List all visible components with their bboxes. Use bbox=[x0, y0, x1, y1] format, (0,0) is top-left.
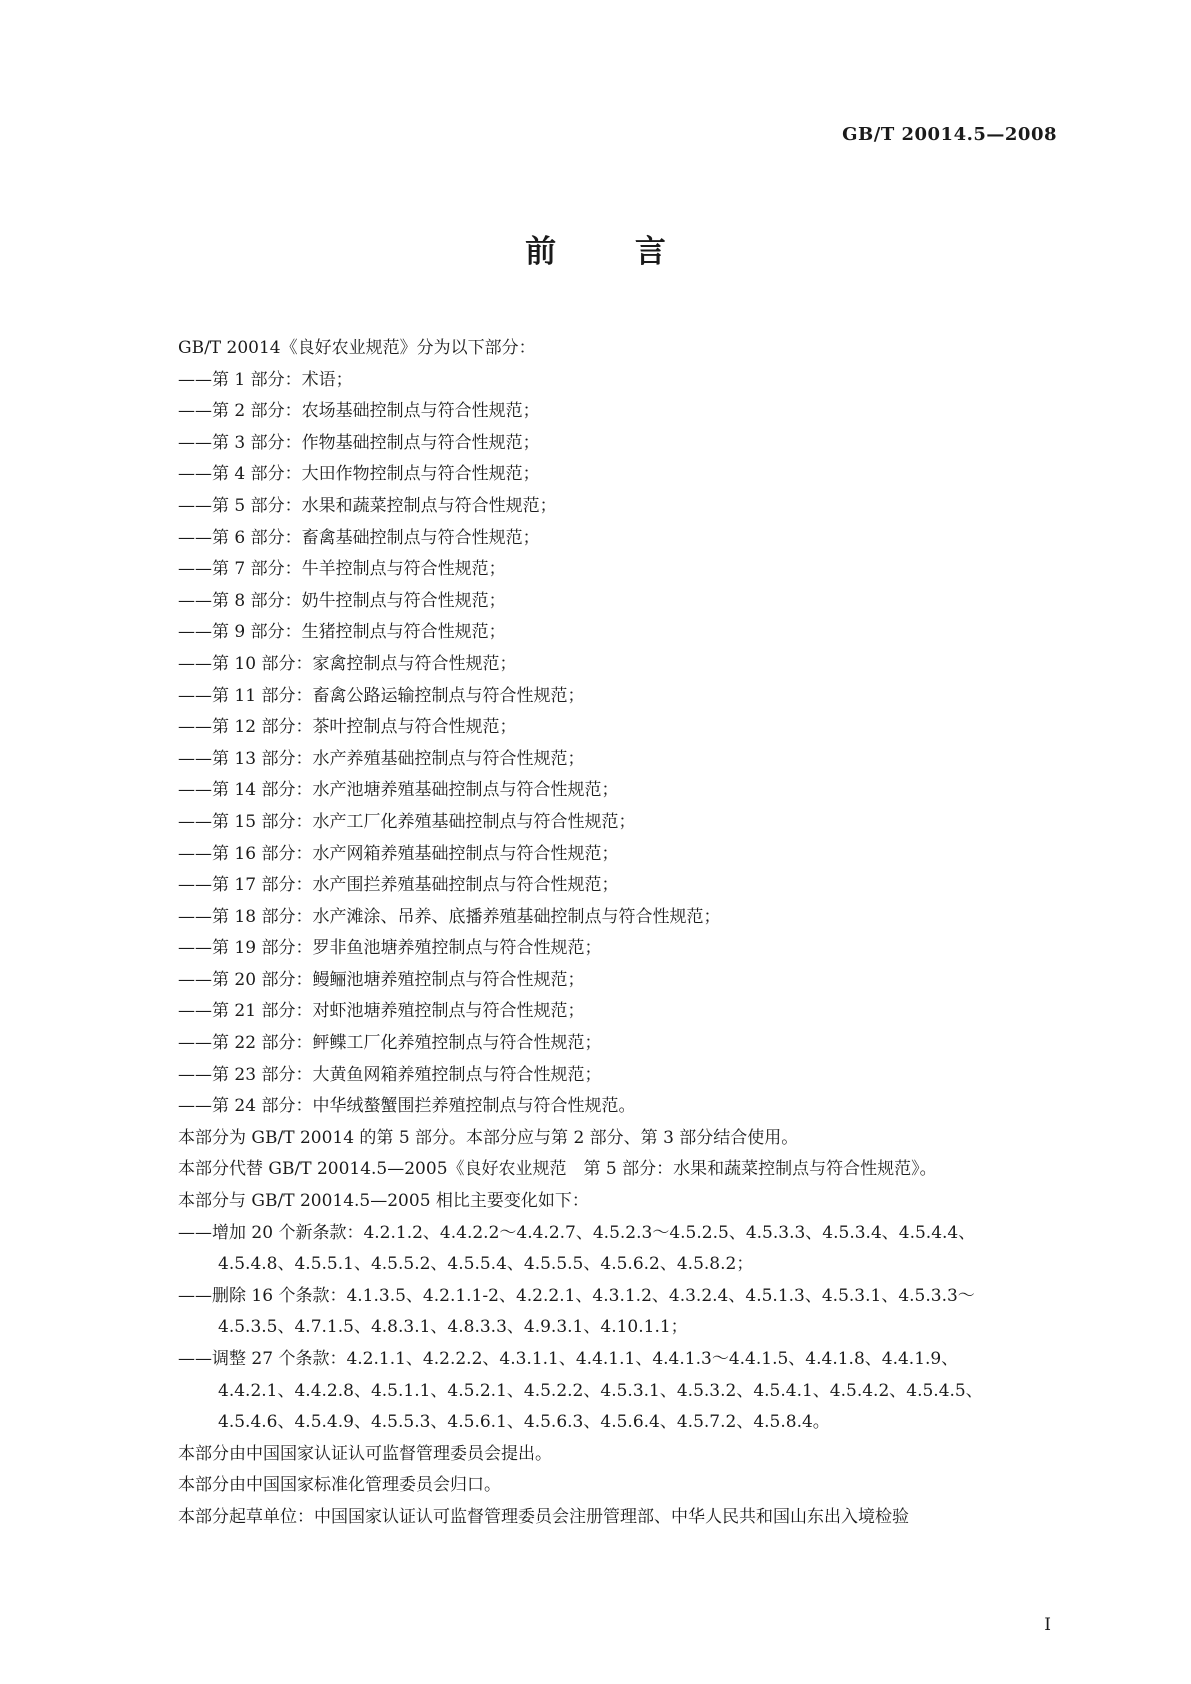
parts-list bbox=[178, 365, 1058, 1123]
part-list-item: ——第 3 部分：作物基础控制点与符合性规范； bbox=[178, 432, 540, 453]
change-adjusted: ——调整 27 个条款：4.2.1.1、4.2.2.2、4.3.1.1、4.4.1.1、4.4.1.3～4.4.1.5、4.4.1.8、4.4.1.9、 bbox=[178, 1349, 959, 1369]
part-list-item: ——第 7 部分：牛羊控制点与符合性规范； bbox=[178, 559, 506, 580]
document-number: GB/T 20014.5—2008 bbox=[842, 124, 1057, 145]
change-added: ——增加 20 个新条款：4.2.1.2、4.4.2.2～4.4.2.7、4.5.2.3～4.5.2.5、4.5.3.3、4.5.3.4、4.5.4.4、 bbox=[178, 1222, 976, 1243]
part-list-item: ——第 18 部分：水产滩涂、吊养、底播养殖基础控制点与符合性规范； bbox=[178, 906, 721, 927]
intro-paragraph: GB/T 20014《良好农业规范》分为以下部分： bbox=[178, 338, 536, 358]
part-list-item: ——第 5 部分：水果和蔬菜控制点与符合性规范； bbox=[178, 495, 557, 516]
change-added-cont: 4.5.4.8、4.5.5.1、4.5.5.2、4.5.5.4、4.5.5.5、4.5.6.2、4.5.8.2； bbox=[218, 1254, 754, 1275]
part-list-item: ——第 13 部分：水产养殖基础控制点与符合性规范； bbox=[178, 748, 585, 769]
change-adjusted-cont: 4.5.4.6、4.5.4.9、4.5.5.3、4.5.6.1、4.5.6.3、4.5.6.4、4.5.7.2、4.5.8.4。 bbox=[218, 1412, 830, 1433]
part-list-item: ——第 14 部分：水产池塘养殖基础控制点与符合性规范； bbox=[178, 780, 619, 801]
part-list-item: ——第 2 部分：农场基础控制点与符合性规范； bbox=[178, 401, 540, 422]
page-title: 前 言 bbox=[525, 234, 700, 270]
change-deleted-cont: 4.5.3.5、4.7.1.5、4.8.3.1、4.8.3.3、4.9.3.1、4.10.1.1； bbox=[218, 1317, 688, 1338]
foreword-body bbox=[178, 333, 1058, 1534]
paragraph-centralized: 本部分由中国国家标准化管理委员会归口。 bbox=[178, 1475, 501, 1496]
part-list-item: ——第 6 部分：畜禽基础控制点与符合性规范； bbox=[178, 527, 540, 548]
page-number: I bbox=[1044, 1615, 1051, 1635]
part-list-item: ——第 11 部分：畜禽公路运输控制点与符合性规范； bbox=[178, 685, 585, 706]
part-list-item: ——第 8 部分：奶牛控制点与符合性规范； bbox=[178, 590, 506, 611]
part-list-item: ——第 22 部分：鲆鲽工厂化养殖控制点与符合性规范； bbox=[178, 1033, 602, 1054]
part-list-item: ——第 12 部分：茶叶控制点与符合性规范； bbox=[178, 717, 517, 738]
part-list-item: ——第 20 部分：鳗鲡池塘养殖控制点与符合性规范； bbox=[178, 969, 585, 990]
part-list-item: ——第 15 部分：水产工厂化养殖基础控制点与符合性规范； bbox=[178, 811, 636, 832]
paragraph-changes: 本部分与 GB/T 20014.5—2005 相比主要变化如下： bbox=[178, 1191, 589, 1212]
part-list-item: ——第 16 部分：水产网箱养殖基础控制点与符合性规范； bbox=[178, 843, 619, 864]
part-list-item: ——第 23 部分：大黄鱼网箱养殖控制点与符合性规范； bbox=[178, 1064, 602, 1085]
part-list-item: ——第 1 部分：术语； bbox=[178, 369, 353, 390]
paragraph-drafter: 本部分起草单位：中国国家认证认可监督管理委员会注册管理部、中华人民共和国山东出入境检验 bbox=[178, 1506, 909, 1527]
change-deleted: ——删除 16 个条款：4.1.3.5、4.2.1.1-2、4.2.2.1、4.3.1.2、4.3.2.4、4.5.1.3、4.5.3.1、4.5.3.3～ bbox=[178, 1285, 975, 1306]
part-list-item: ——第 4 部分：大田作物控制点与符合性规范； bbox=[178, 464, 540, 485]
part-list-item: ——第 21 部分：对虾池塘养殖控制点与符合性规范； bbox=[178, 1001, 585, 1022]
change-adjusted-cont: 4.4.2.1、4.4.2.8、4.5.1.1、4.5.2.1、4.5.2.2、4.5.3.1、4.5.3.2、4.5.4.1、4.5.4.2、4.5.4.5、 bbox=[218, 1380, 983, 1401]
part-list-item: ——第 19 部分：罗非鱼池塘养殖控制点与符合性规范； bbox=[178, 938, 602, 959]
part-list-item: ——第 24 部分：中华绒螯蟹围拦养殖控制点与符合性规范。 bbox=[178, 1096, 636, 1117]
paragraph-replace: 本部分代替 GB/T 20014.5—2005《良好农业规范 第 5 部分：水果和蔬菜控制点与符合性规范》。 bbox=[178, 1159, 937, 1180]
part-list-item: ——第 10 部分：家禽控制点与符合性规范； bbox=[178, 653, 517, 674]
paragraph-proposed: 本部分由中国国家认证认可监督管理委员会提出。 bbox=[178, 1443, 552, 1464]
paragraph-part5: 本部分为 GB/T 20014 的第 5 部分。本部分应与第 2 部分、第 3 部分结合使用。 bbox=[178, 1127, 799, 1148]
part-list-item: ——第 17 部分：水产围拦养殖基础控制点与符合性规范； bbox=[178, 875, 619, 896]
part-list-item: ——第 9 部分：生猪控制点与符合性规范； bbox=[178, 622, 506, 643]
